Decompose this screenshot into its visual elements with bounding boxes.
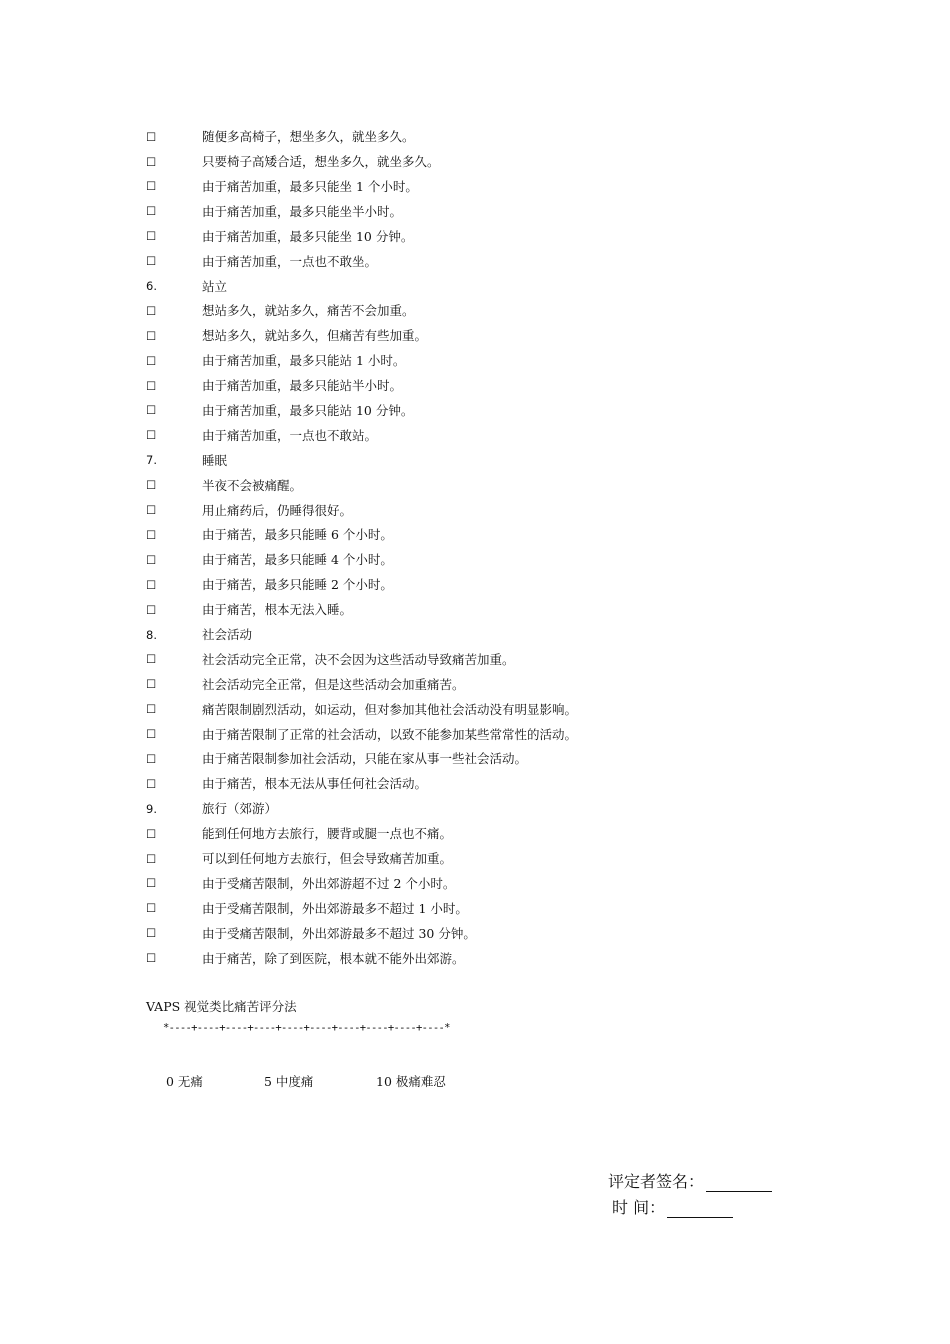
option-label: 随便多高椅子，想坐多久，就坐多久。 (202, 129, 415, 145)
option-item[interactable] (146, 872, 706, 897)
checkbox[interactable]: ☐ (146, 229, 157, 244)
checkbox[interactable]: ☐ (146, 378, 157, 393)
option-item[interactable] (146, 946, 706, 971)
checkbox[interactable]: ☐ (146, 776, 157, 791)
option-item[interactable] (146, 424, 706, 449)
option-label: 由于痛苦，根本无法从事任何社会活动。 (202, 776, 428, 792)
option-label: 由于痛苦加重，最多只能坐半小时。 (202, 203, 403, 219)
checkbox[interactable]: ☐ (146, 951, 157, 966)
checkbox[interactable]: ☐ (146, 652, 157, 667)
option-item[interactable] (146, 772, 706, 797)
option-label: 由于受痛苦限制，外出郊游超不过 2 个小时。 (202, 875, 456, 891)
option-label: 想站多久，就站多久，痛苦不会加重。 (202, 303, 415, 319)
option-label: 由于痛苦，最多只能睡 2 个小时。 (202, 577, 393, 593)
checkbox[interactable]: ☐ (146, 303, 157, 318)
time-field[interactable] (667, 1199, 733, 1218)
checkbox[interactable]: ☐ (146, 901, 157, 916)
option-label: 由于痛苦加重，一点也不敢站。 (202, 427, 378, 443)
checkbox[interactable]: ☐ (146, 826, 157, 841)
option-label: 痛苦限制剧烈活动，如运动，但对参加其他社会活动没有明显影响。 (202, 701, 578, 717)
checkbox[interactable]: ☐ (146, 926, 157, 941)
option-item[interactable] (146, 548, 706, 573)
option-item[interactable] (146, 249, 706, 274)
time-label: 时 间： (612, 1198, 666, 1217)
option-label: 由于痛苦，最多只能睡 6 个小时。 (202, 527, 393, 543)
checkbox[interactable]: ☐ (146, 179, 157, 194)
section-heading (146, 623, 706, 648)
section-heading (146, 797, 706, 822)
option-label: 可以到任何地方去旅行，但会导致痛苦加重。 (202, 851, 453, 867)
section-title: 站立 (202, 278, 228, 294)
option-item[interactable] (146, 673, 706, 698)
option-item[interactable] (146, 399, 706, 424)
option-item[interactable] (146, 697, 706, 722)
option-item[interactable] (146, 225, 706, 250)
option-label: 半夜不会被痛醒。 (202, 477, 303, 493)
section-title: 睡眠 (202, 452, 228, 468)
section-title: 社会活动 (202, 627, 253, 642)
option-item[interactable] (146, 747, 706, 772)
checkbox[interactable]: ☐ (146, 727, 157, 742)
signature-block (608, 1166, 808, 1218)
vaps-label-5: 5 中度痛 (264, 1074, 314, 1089)
option-label: 由于痛苦，除了到医院，根本就不能外出郊游。 (202, 950, 465, 966)
section-heading (146, 274, 706, 299)
checkbox[interactable]: ☐ (146, 851, 157, 866)
option-item[interactable] (146, 473, 706, 498)
option-label: 由于痛苦加重，最多只能站 10 分钟。 (202, 402, 414, 418)
checkbox[interactable]: ☐ (146, 403, 157, 418)
option-label: 由于痛苦加重，最多只能坐 10 分钟。 (202, 228, 414, 244)
option-label: 社会活动完全正常，决不会因为这些活动导致痛苦加重。 (202, 651, 515, 667)
checkbox[interactable]: ☐ (146, 751, 157, 766)
checkbox[interactable]: ☐ (146, 478, 157, 493)
section-number: 8. (146, 627, 157, 642)
option-item[interactable] (146, 349, 706, 374)
checkbox[interactable]: ☐ (146, 129, 157, 144)
option-label: 只要椅子高矮合适，想坐多久，就坐多久。 (202, 154, 440, 170)
vaps-scale-labels (166, 1072, 496, 1090)
option-item[interactable] (146, 200, 706, 225)
checkbox[interactable]: ☐ (146, 602, 157, 617)
checkbox[interactable]: ☐ (146, 876, 157, 891)
evaluator-signature-label: 评定者签名： (608, 1172, 705, 1191)
section-number: 9. (146, 801, 157, 816)
checkbox[interactable]: ☐ (146, 428, 157, 443)
option-item[interactable] (146, 573, 706, 598)
option-item[interactable] (146, 897, 706, 922)
checkbox[interactable]: ☐ (146, 503, 157, 518)
vaps-title: VAPS 视觉类比痛苦评分法 (146, 999, 297, 1014)
vaps-label-0: 0 无痛 (166, 1074, 203, 1089)
option-label: 由于受痛苦限制，外出郊游最多不超过 1 小时。 (202, 900, 468, 916)
option-item[interactable] (146, 324, 706, 349)
option-item[interactable] (146, 822, 706, 847)
evaluator-signature-field[interactable] (706, 1173, 772, 1192)
section-number: 7. (146, 453, 157, 468)
option-label: 由于痛苦，根本无法入睡。 (202, 602, 353, 618)
checkbox[interactable]: ☐ (146, 204, 157, 219)
option-item[interactable] (146, 523, 706, 548)
option-label: 社会活动完全正常，但是这些活动会加重痛苦。 (202, 676, 465, 692)
option-label: 由于痛苦限制了正常的社会活动，以致不能参加某些常常性的活动。 (202, 726, 578, 742)
option-label: 由于痛苦限制参加社会活动，只能在家从事一些社会活动。 (202, 751, 528, 767)
option-label: 用止痛药后，仍睡得很好。 (202, 502, 353, 518)
section-number: 6. (146, 279, 157, 294)
vaps-scale-line: *----+----+----+----+----+----+----+----+----+----* (163, 1022, 450, 1034)
option-label: 由于痛苦加重，最多只能站 1 小时。 (202, 353, 406, 369)
checkbox[interactable]: ☐ (146, 677, 157, 692)
option-item[interactable] (146, 150, 706, 175)
option-item[interactable] (146, 922, 706, 947)
evaluator-signature-row (608, 1166, 808, 1192)
checkbox[interactable]: ☐ (146, 353, 157, 368)
option-item[interactable] (146, 598, 706, 623)
option-label: 由于痛苦，最多只能睡 4 个小时。 (202, 552, 393, 568)
checkbox[interactable]: ☐ (146, 702, 157, 717)
checkbox[interactable]: ☐ (146, 527, 157, 542)
option-item[interactable] (146, 648, 706, 673)
option-item[interactable] (146, 374, 706, 399)
option-label: 由于痛苦加重，最多只能坐 1 个小时。 (202, 178, 418, 194)
option-item[interactable] (146, 125, 706, 150)
checkbox[interactable]: ☐ (146, 552, 157, 567)
option-item[interactable] (146, 175, 706, 200)
time-row (608, 1192, 808, 1218)
option-item[interactable] (146, 299, 706, 324)
checkbox[interactable]: ☐ (146, 154, 157, 169)
option-label: 由于受痛苦限制，外出郊游最多不超过 30 分钟。 (202, 925, 476, 941)
option-item[interactable] (146, 722, 706, 747)
option-label: 由于痛苦加重，一点也不敢坐。 (202, 253, 378, 269)
option-item[interactable] (146, 498, 706, 523)
option-item[interactable] (146, 847, 706, 872)
checkbox[interactable]: ☐ (146, 254, 157, 269)
questionnaire-list (146, 125, 706, 971)
option-label: 能到任何地方去旅行，腰背或腿一点也不痛。 (202, 826, 453, 842)
checkbox[interactable]: ☐ (146, 328, 157, 343)
option-label: 想站多久，就站多久，但痛苦有些加重。 (202, 328, 428, 344)
checkbox[interactable]: ☐ (146, 577, 157, 592)
section-title: 旅行（郊游） (202, 801, 278, 817)
vaps-label-10: 10 极痛难忍 (376, 1074, 446, 1089)
section-heading (146, 449, 706, 474)
option-label: 由于痛苦加重，最多只能站半小时。 (202, 378, 403, 394)
